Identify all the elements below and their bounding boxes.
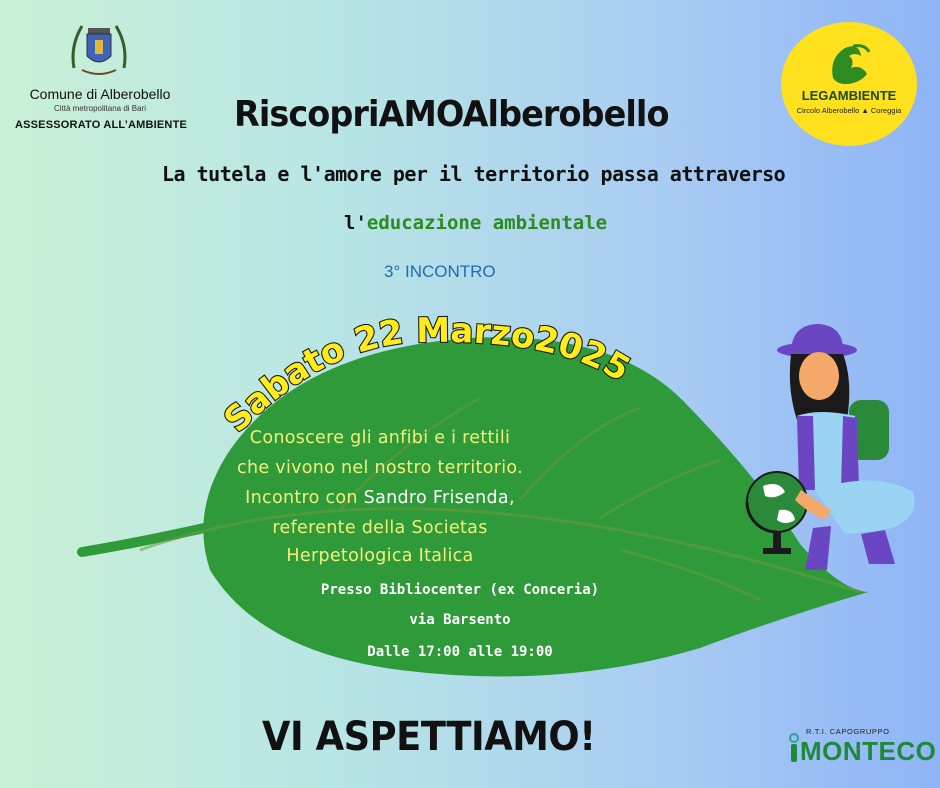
comune-name: Comune di Alberobello [29,86,171,102]
street: via Barsento [409,612,511,628]
legambiente-logo [781,22,917,146]
legambiente-name: LEGAMBIENTE [801,88,897,103]
girl-with-globe-illustration [735,320,925,590]
speaker-prefix: Incontro con [245,488,364,508]
venue: Presso Bibliocenter (ex Conceria) [320,582,600,598]
description-line-4: referente della Societas [272,518,488,538]
swan-icon [825,38,873,90]
sponsor-label: R.T.I. CAPOGRUPPO [806,727,890,736]
subtitle-line-2 [344,212,664,234]
comune-department: ASSESSORATO ALL’AMBIENTE [14,119,188,131]
legambiente-subtitle: Circolo Alberobello ▲ Coreggia [796,106,902,115]
event-title: RiscopriAMOAlberobello [234,94,669,135]
meeting-number: 3° INCONTRO [384,262,496,281]
comune-subtitle: Città metropolitana di Bari [53,104,147,113]
description-line-1: Conoscere gli anfibi e i rettili [249,428,511,448]
sponsor-name: MONTECO [800,736,937,766]
subtitle-highlight: educazione ambientale [366,212,608,234]
subtitle-prefix: l' [344,212,367,234]
comune-crest-icon [68,18,130,80]
subtitle-line-1: La tutela e l'amore per il territorio passa attraverso [162,162,786,186]
event-time: Dalle 17:00 alle 19:00 [367,644,553,660]
event-date: Sabato 22 Marzo2025 [216,310,637,441]
description-line-2: che vivono nel nostro territorio. [237,458,523,478]
description-line-3 [0,488,760,508]
closing-message: VI ASPETTIAMO! [262,714,596,760]
speaker-name: Sandro Frisenda, [363,488,515,508]
description-line-5: Herpetologica Italica [286,546,474,566]
